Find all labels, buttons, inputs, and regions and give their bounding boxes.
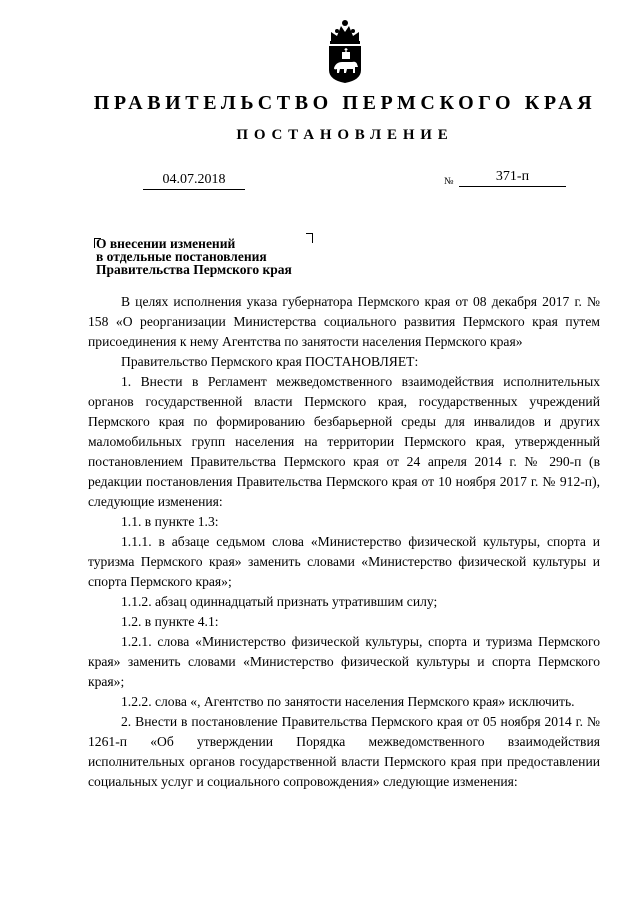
subject-line: О внесении изменений xyxy=(96,236,236,251)
document-number: 371-п xyxy=(459,167,566,187)
document-date: 04.07.2018 xyxy=(143,171,245,190)
subject-line: в отдельные постановления xyxy=(96,249,267,264)
body-paragraph: Правительство Пермского края ПОСТАНОВЛЯЕТ: xyxy=(121,354,419,369)
body-paragraph: 1.2.1. слова «Министерство физической культуры, спорта и туризма Пермского края» заменить словами «Министерство физической культуры и спорта Пермского края»; xyxy=(88,634,600,689)
body-paragraph: 1.1. в пункте 1.3: xyxy=(121,514,219,529)
subject-line: Правительства Пермского края xyxy=(96,262,292,277)
body-paragraph: 1.2.2. слова «, Агентство по занятости населения Пермского края» исключить. xyxy=(121,694,575,709)
document-type: ПОСТАНОВЛЕНИЕ xyxy=(236,127,454,143)
body-paragraph: 1.2. в пункте 4.1: xyxy=(121,614,219,629)
perm-coat-of-arms-icon xyxy=(325,18,365,84)
corner-mark-right xyxy=(306,233,313,243)
document-body xyxy=(88,292,600,792)
body-paragraph: 1. Внести в Регламент межведомственного взаимодействия исполнительных органов государственной власти Пермского края, государственных учреждений Пермского края по формированию безбарьерной среды для инвалидов и других маломобильных групп населения на территории Пермского края, утвержденный постановлением Правительства Пермского края от 24 апреля 2014 г. № 290-п (в редакции постановления Правительства Пермского края от 10 ноября 2017 г. № 912-п), следующие изменения: xyxy=(88,374,600,509)
number-label: № xyxy=(444,176,454,187)
body-paragraph: В целях исполнения указа губернатора Пермского края от 08 декабря 2017 г. № 158 «О реорганизации Министерства социального развития Пермского края путем присоединения к нему Агентства по занятости населения Пермского края» xyxy=(88,294,600,349)
document-subject xyxy=(96,237,292,276)
government-title: ПРАВИТЕЛЬСТВО ПЕРМСКОГО КРАЯ xyxy=(93,92,597,114)
body-paragraph: 2. Внести в постановление Правительства Пермского края от 05 ноября 2014 г. № 1261-п «Об утверждении Порядка межведомственного взаимодействия исполнительных органов государственной власти Пермского края при предоставлении социальных услуг и социального сопровождения» следующие изменения: xyxy=(88,714,600,789)
body-paragraph: 1.1.1. в абзаце седьмом слова «Министерство физической культуры, спорта и туризма Пермского края» заменить словами «Министерство физической культуры и спорта Пермского края»; xyxy=(88,534,600,589)
body-paragraph: 1.1.2. абзац одиннадцатый признать утратившим силу; xyxy=(121,594,438,609)
